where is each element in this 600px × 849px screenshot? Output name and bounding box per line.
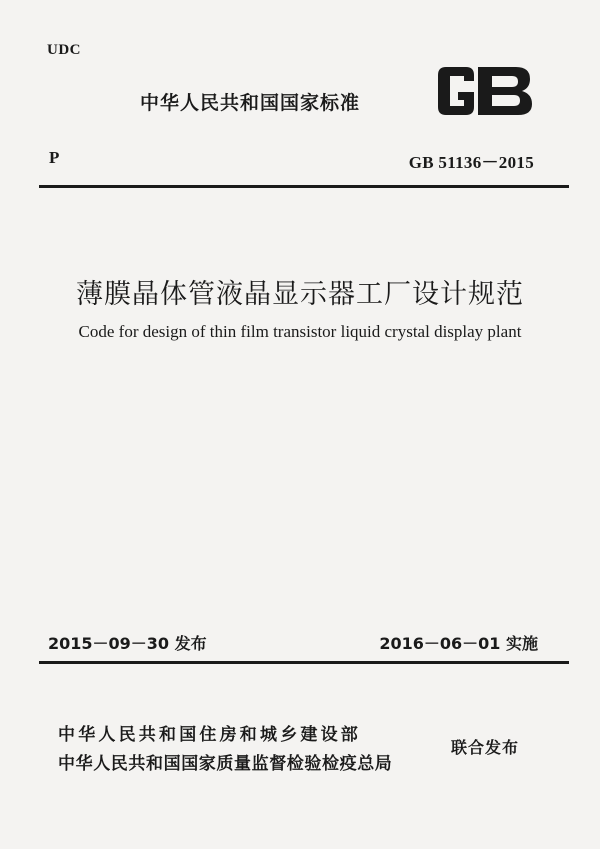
effective-date: 2016－06－01 实施	[379, 634, 538, 653]
udc-label: UDC	[47, 42, 81, 58]
standard-code: GB 51136－2015	[408, 153, 534, 172]
issuer-ministry-housing: 中华人民共和国住房和城乡建设部	[58, 725, 361, 745]
title-chinese: 薄膜晶体管液晶显示器工厂设计规范	[76, 279, 524, 310]
top-divider	[39, 185, 569, 188]
issue-date: 2015－09－30 发布	[48, 634, 207, 653]
issuer-aqsiq: 中华人民共和国国家质量监督检验检疫总局	[58, 754, 393, 774]
category-label: P	[49, 148, 60, 167]
gb-logo-icon	[436, 61, 534, 121]
bottom-divider	[39, 661, 569, 664]
title-english: Code for design of thin film transistor liquid crystal display plant	[78, 322, 522, 341]
joint-issue-label: 联合发布	[451, 738, 520, 757]
standard-type: 中华人民共和国国家标准	[140, 92, 361, 114]
